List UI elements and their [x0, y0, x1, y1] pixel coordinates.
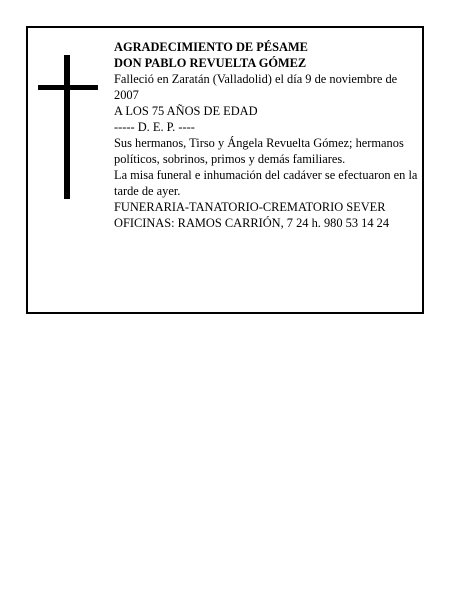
family-line: Sus hermanos, Tirso y Ángela Revuelta Gómez; hermanos políticos, sobrinos, primos y demás familiares.: [114, 136, 404, 166]
cross-icon: [38, 55, 98, 199]
cross-horizontal-bar: [38, 85, 98, 90]
offices-line: OFICINAS: RAMOS CARRIÓN, 7 24 h. 980 53 14 24: [114, 216, 390, 230]
obituary-notice: [26, 26, 424, 314]
death-info: Falleció en Zaratán (Valladolid) el día 9 de noviembre de 2007: [114, 72, 398, 102]
notice-title: AGRADECIMIENTO DE PÉSAME: [114, 40, 308, 54]
cross-vertical-bar: [64, 55, 70, 199]
funeral-home: FUNERARIA-TANATORIO-CREMATORIO SEVER: [114, 200, 386, 214]
rip-line: ----- D. E. P. ----: [114, 120, 195, 134]
age-line: A LOS 75 AÑOS DE EDAD: [114, 104, 258, 118]
service-line: La misa funeral e inhumación del cadáver se efectuaron en la tarde de ayer.: [114, 168, 418, 198]
deceased-name: DON PABLO REVUELTA GÓMEZ: [114, 56, 307, 70]
notice-text: [114, 39, 420, 231]
